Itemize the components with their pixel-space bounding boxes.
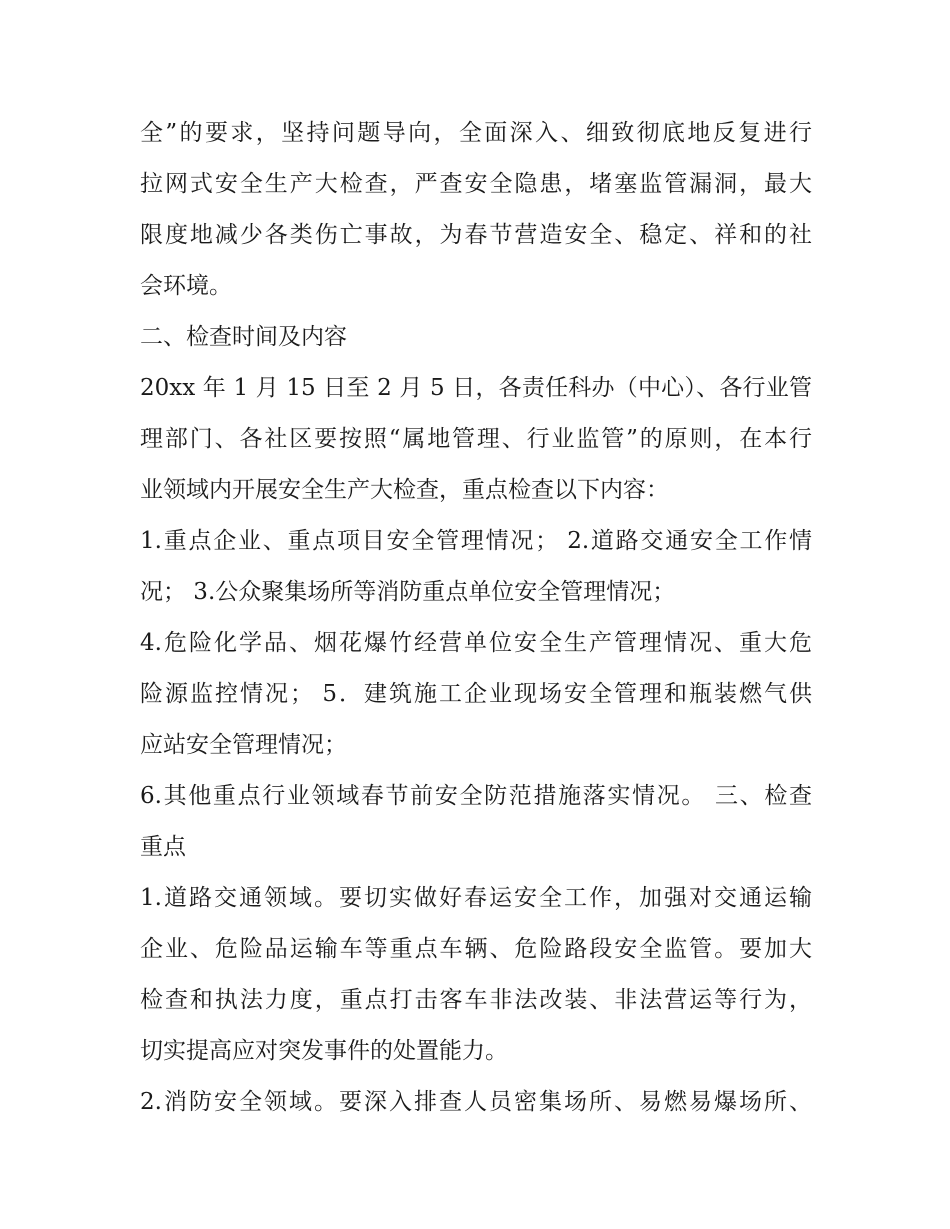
list-item: 6.其他重点行业领域春节前安全防范措施落实情况。 三、检查 <box>140 783 812 809</box>
text-line: 企业、危险品运输车等重点车辆、危险路段安全监管。要加大 <box>140 936 812 962</box>
text-line: 检查和执法力度，重点打击客车非法改装、非法营运等行为， <box>140 987 812 1013</box>
section-heading: 二、检查时间及内容 <box>140 324 347 350</box>
list-item: 况； 3.公众聚集场所等消防重点单位安全管理情况； <box>140 579 676 605</box>
text-line: 20xx 年 1 月 15 日至 2 月 5 日，各责任科办（中心）、各行业管 <box>140 375 812 401</box>
list-item: 2.消防安全领域。要深入排查人员密集场所、易燃易爆场所、 <box>140 1089 812 1115</box>
text-line: 业领域内开展安全生产大检查，重点检查以下内容： <box>140 477 669 503</box>
section-heading: 重点 <box>140 834 186 860</box>
list-item: 应站安全管理情况； <box>140 732 347 758</box>
text-line: 切实提高应对突发事件的处置能力。 <box>140 1038 508 1064</box>
list-item: 4.危险化学品、烟花爆竹经营单位安全生产管理情况、重大危 <box>140 630 812 656</box>
text-line: 理部门、各社区要按照“属地管理、行业监管”的原则，在本行 <box>140 426 812 452</box>
text-line: 限度地减少各类伤亡事故，为春节营造安全、稳定、祥和的社 <box>140 222 812 248</box>
list-item: 险源监控情况； 5．建筑施工企业现场安全管理和瓶装燃气供 <box>140 681 812 707</box>
document-body <box>140 108 812 1128</box>
text-line: 会环境。 <box>140 273 232 299</box>
list-item: 1.重点企业、重点项目安全管理情况； 2.道路交通安全工作情 <box>140 528 812 554</box>
list-item: 1.道路交通领域。要切实做好春运安全工作，加强对交通运输 <box>140 885 812 911</box>
text-line: 拉网式安全生产大检查，严查安全隐患，堵塞监管漏洞，最大 <box>140 171 812 197</box>
text-line: 全”的要求，坚持问题导向，全面深入、细致彻底地反复进行 <box>140 120 812 146</box>
